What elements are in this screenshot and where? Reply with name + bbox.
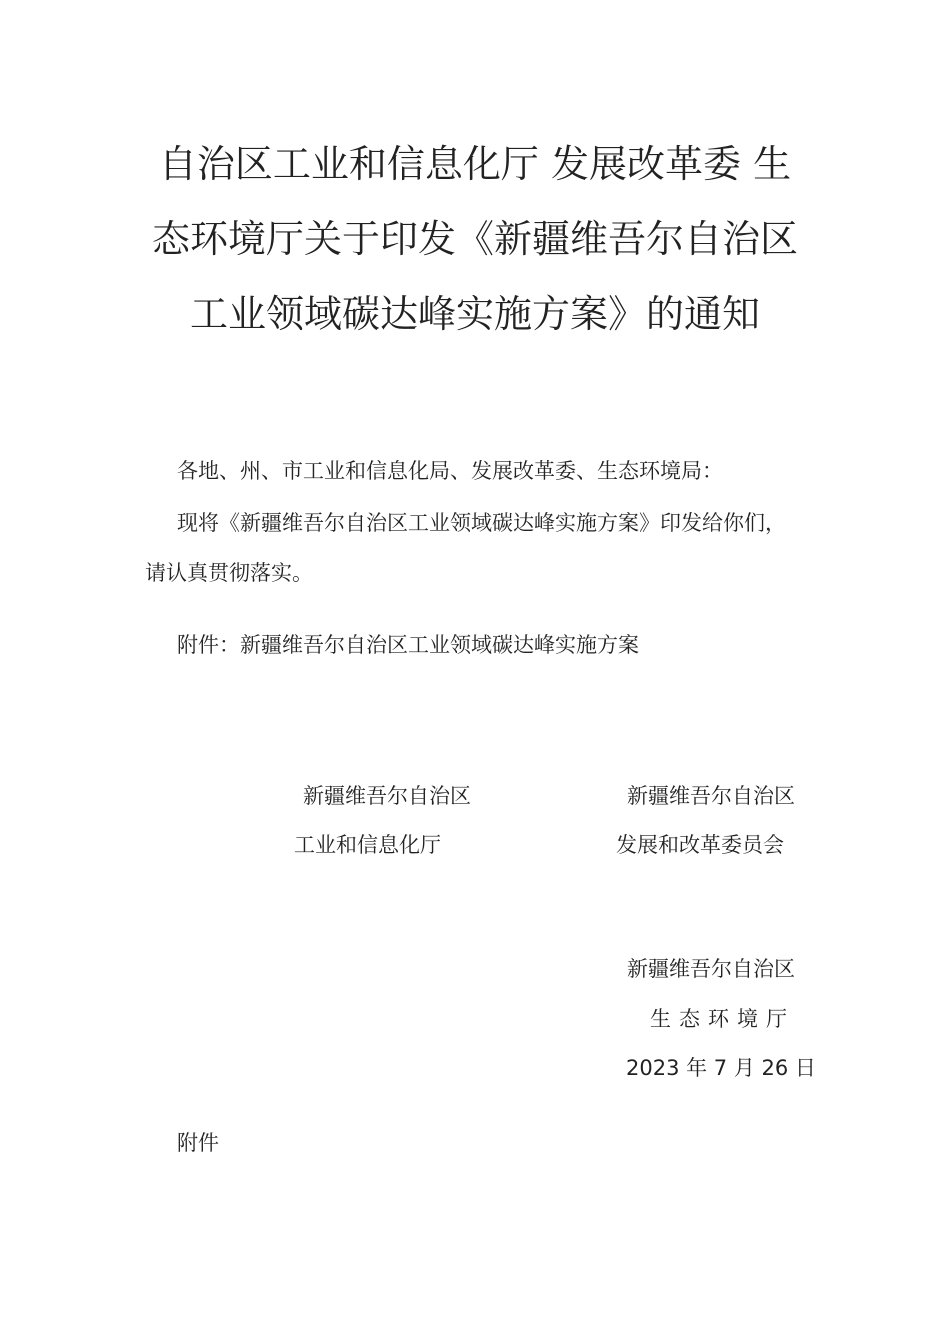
issuer-1-region: 新疆维吾尔自治区 [303,784,471,808]
attachment-heading: 附件 [177,1131,219,1155]
issue-date: 2023 年 7 月 26 日 [626,1056,816,1080]
body-text-line-2: 请认真贯彻落实。 [145,561,313,585]
issuer-3-department: 生态环境厅 [650,1007,795,1031]
title-line-3: 工业领域碳达峰实施方案》的通知 [189,292,760,336]
body-text-line-1: 现将《新疆维吾尔自治区工业领域碳达峰实施方案》印发给你们， [177,511,786,535]
issuer-2-region: 新疆维吾尔自治区 [627,784,795,808]
title-line-1: 自治区工业和信息化厅 发展改革委 生 [158,142,792,186]
attachment-reference: 附件：新疆维吾尔自治区工业领域碳达峰实施方案 [177,633,639,657]
issuer-1-department: 工业和信息化厅 [294,833,441,857]
addressee: 各地、州、市工业和信息化局、发展改革委、生态环境局： [177,459,723,483]
title-line-2: 态环境厅关于印发《新疆维吾尔自治区 [151,217,798,261]
issuer-3-region: 新疆维吾尔自治区 [627,957,795,981]
issuer-2-department: 发展和改革委员会 [616,833,784,857]
